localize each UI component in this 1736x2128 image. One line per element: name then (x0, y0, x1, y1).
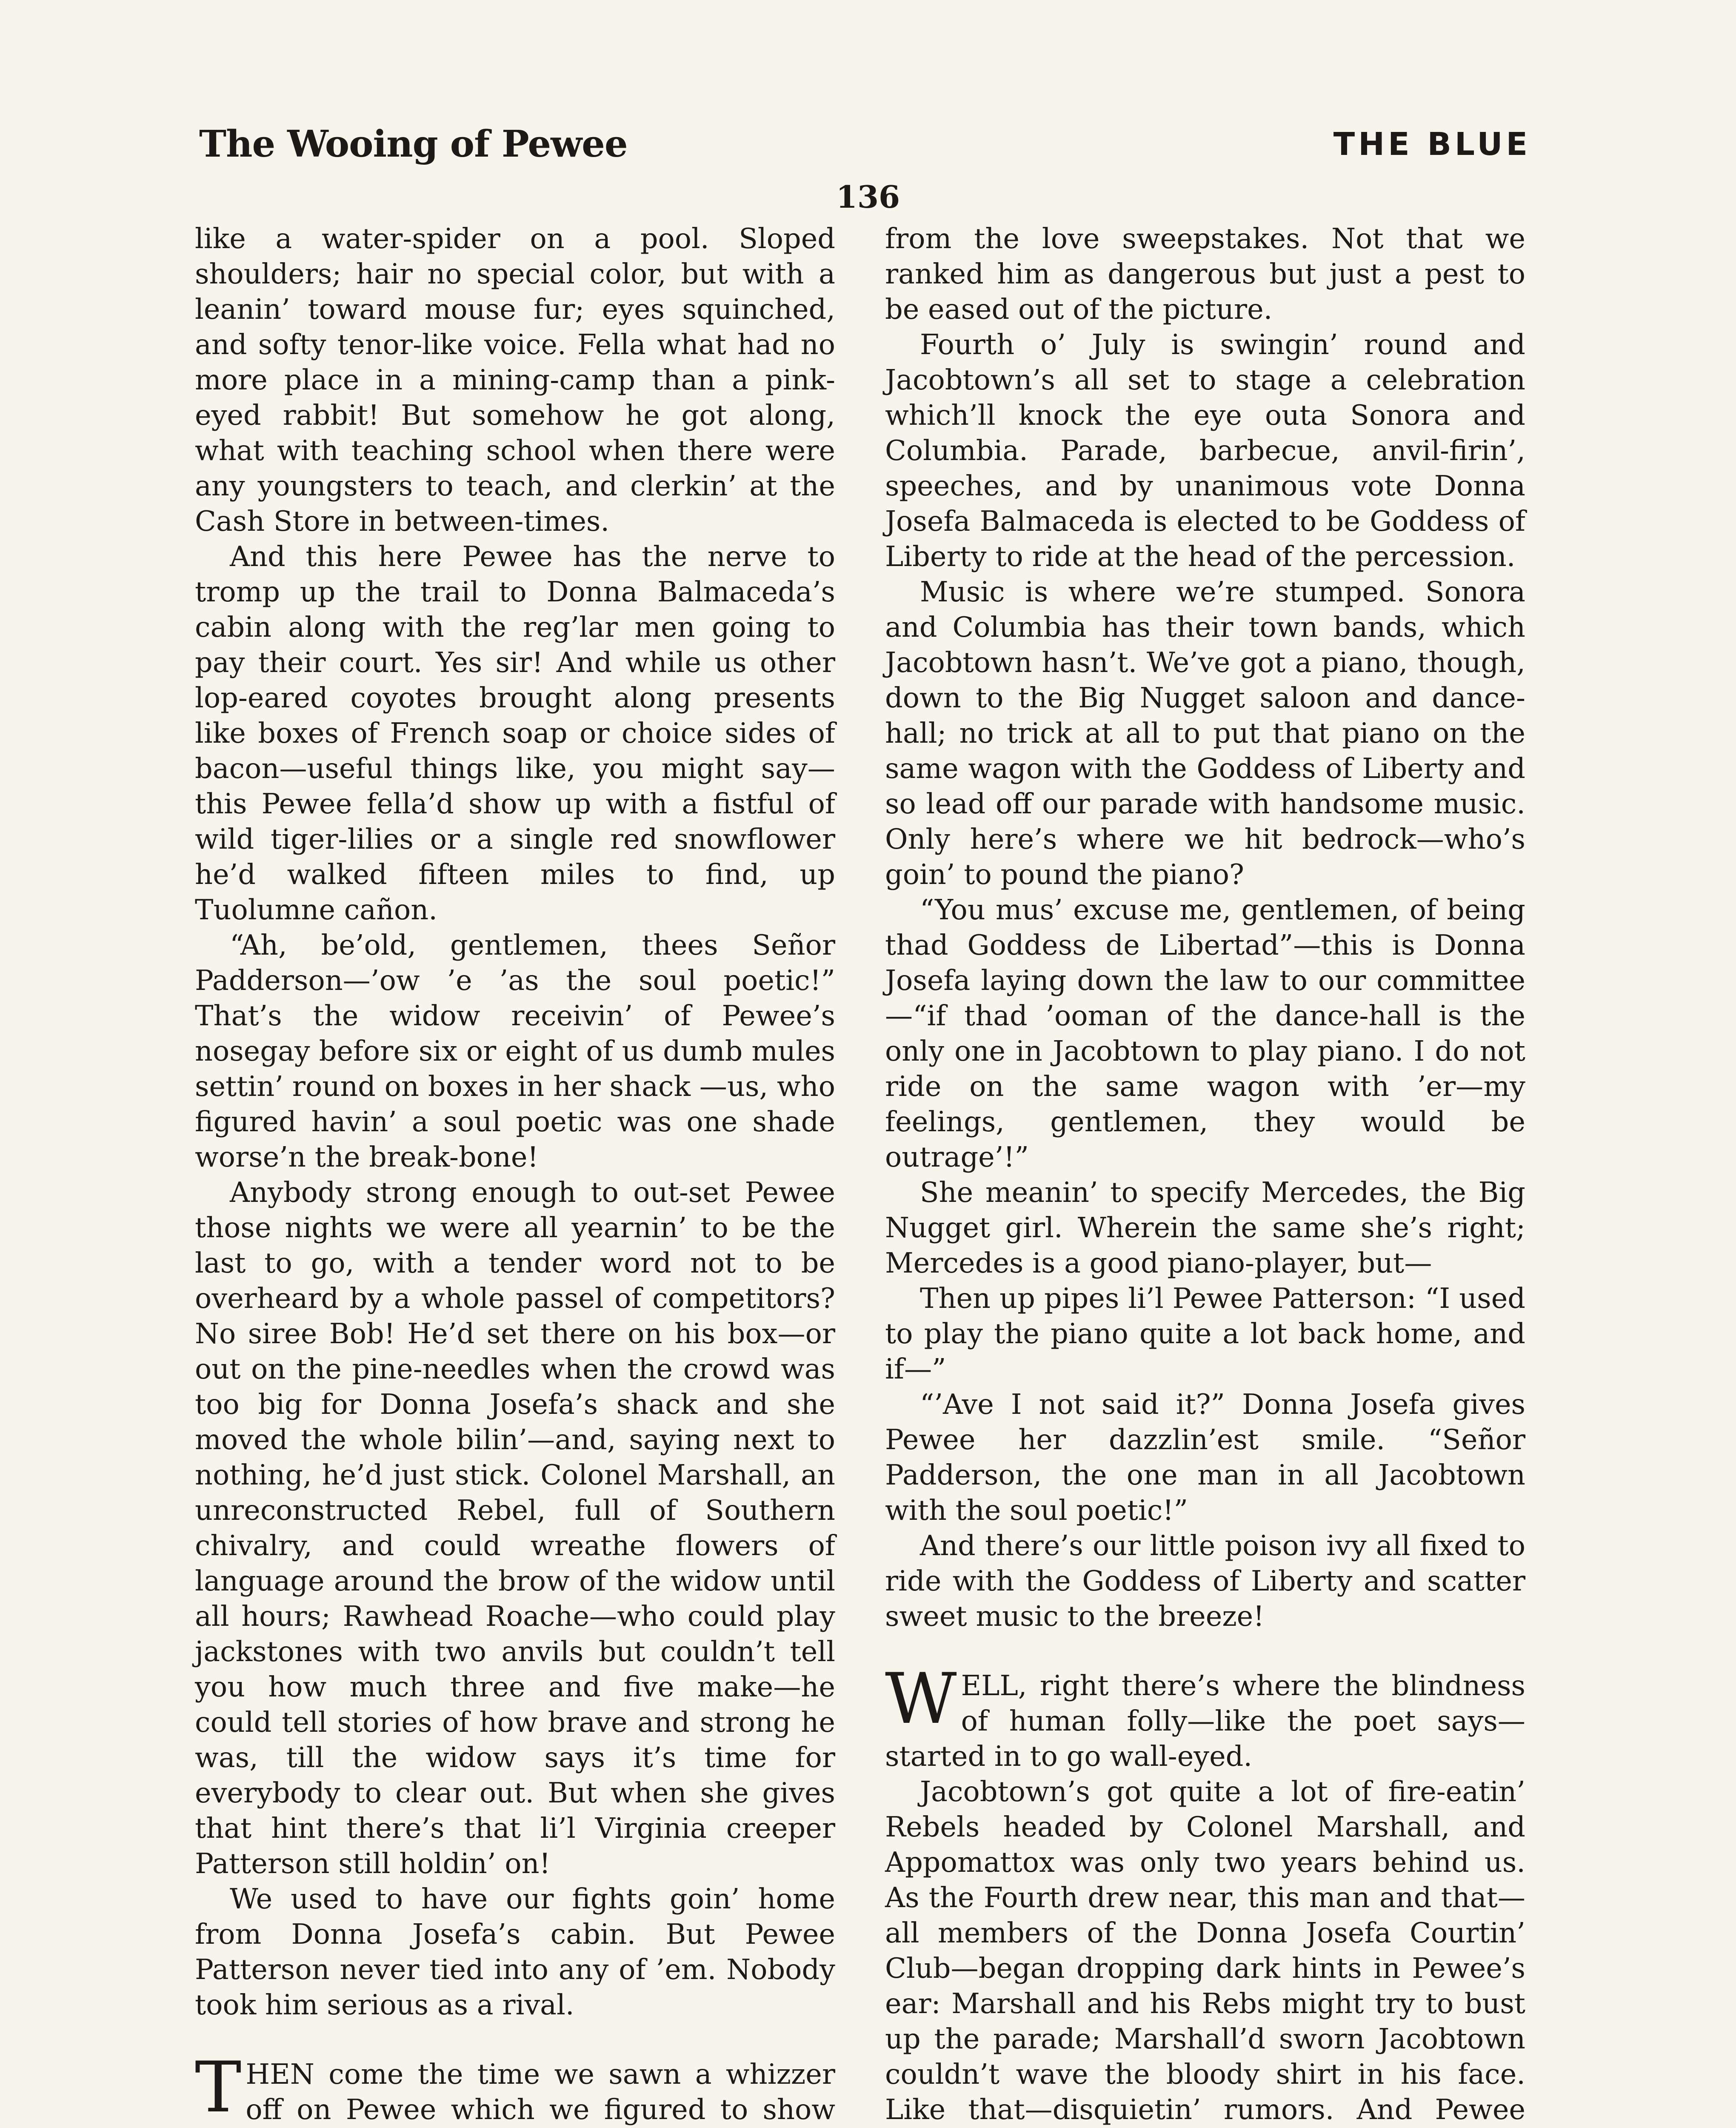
drop-cap: W (885, 1658, 957, 1739)
paragraph: We used to have our fights goin’ home from Donna Josefa’s cabin. But Pewee Patterson never tied into any of ’em. Nobody took him serious as a rival. (195, 1883, 835, 2021)
paragraph: And this here Pewee has the nerve to tromp up the trail to Donna Balmaceda’s cabin along with the reg’lar men going to pay their court. Yes sir! And while us other lop-eared coyotes brought along presents like boxes of French soap or choice sides of bacon—useful things like, you might say—this Pewee fella’d show up with a fistful of wild tiger-lilies or a single red snowflower he’d walked fifteen miles to find, up Tuolumne cañon. (195, 541, 835, 926)
paragraph: She meanin’ to specify Mercedes, the Big Nugget girl. Wherein the same she’s right; Mercedes is a good piano-player, but— (885, 1176, 1525, 1279)
paragraph: like a water-spider on a pool. Sloped shoulders; hair no special color, but with a leanin’ toward mouse fur; eyes squinched, and softy tenor-like voice. Fella what had no more place in a mining-camp than a pink-eyed rabbit! But somehow he got along, what with teaching school when there were any youngsters to teach, and clerkin’ at the Cash Store in between-times. (195, 223, 835, 538)
story-title: The Wooing of Pewee (199, 123, 628, 166)
right-column (885, 221, 1525, 2128)
section-start-paragraph (885, 1658, 1525, 1774)
drop-cap: T (195, 2047, 242, 2128)
paragraph: And there’s our little poison ivy all fixed to ride with the Goddess of Liberty and scatter sweet music to the breeze! (885, 1530, 1525, 1633)
paragraph: Jacobtown’s got quite a lot of fire-eatin’ Rebels headed by Colonel Marshall, and Appomattox was only two years behind us. As the Fourth drew near, this man and that—all members of the Donna Josefa Courtin’ Club—began dropping dark hints in Pewee’s ear: Marshall and his Rebs might try to bust up the parade; Marshall’d sworn Jacobtown couldn’t wave the bloody shirt in his face. Like that—disquietin’ rumors. And Pewee (885, 1776, 1525, 2126)
paragraph: Music is where we’re stumped. Sonora and Columbia has their town bands, which Jacobtown hasn’t. We’ve got a piano, though, down to the Big Nugget saloon and dance-hall; no trick at all to put that piano on the same wagon with the Goddess of Liberty and so lead off our parade with handsome music. Only here’s where we hit bedrock—who’s goin’ to pound the piano? (885, 576, 1525, 891)
left-column (195, 221, 835, 2128)
page-number: 136 (836, 179, 900, 215)
section-text: ELL, right there’s where the blindness of human folly—like the poet says—started in to go wall-eyed. (885, 1670, 1525, 1773)
paragraph: “You mus’ excuse me, gentlemen, of being thad Goddess de Libertad”—this is Donna Josefa laying down the law to our committee—“if thad ’ooman of the dance-hall is the only one in Jacobtown to play piano. I do not ride on the same wagon with ’er—my feelings, gentlemen, they would be outrage’!” (885, 894, 1525, 1173)
paragraph: Then up pipes li’l Pewee Patterson: “I used to play the piano quite a lot back home, and if—” (885, 1282, 1525, 1385)
paragraph: from the love sweepstakes. Not that we ranked him as dangerous but just a pest to be eased out of the picture. (885, 223, 1525, 326)
paragraph: Anybody strong enough to out-set Pewee those nights we were all yearnin’ to be the last to go, with a tender word not to be overheard by a whole passel of competitors? No siree Bob! He’d set there on his box—or out on the pine-needles when the crowd was too big for Donna Josefa’s shack and she moved the whole bilin’—and, saying next to nothing, he’d just stick. Colonel Marshall, an unreconstructed Rebel, full of Southern chivalry, and could wreathe flowers of language around the brow of the widow until all hours; Rawhead Roache—who could play jackstones with two anvils but couldn’t tell you how much three and five make—he could tell stories of how brave and strong he was, till the widow says it’s time for everybody to clear out. But when she gives that hint there’s that li’l Virginia creeper Patterson still holdin’ on! (195, 1176, 835, 1880)
section-text: HEN come the time we sawn a whizzer off on Pewee which we figured to show (246, 2058, 835, 2126)
paragraph: Fourth o’ July is swingin’ round and Jacobtown’s all set to stage a celebration which’ll knock the eye outa Sonora and Columbia. Parade, barbecue, anvil-firin’, speeches, and by unanimous vote Donna Josefa Balmaceda is elected to be Goddess of Liberty to ride at the head of the percession. (885, 329, 1525, 573)
paragraph: “’Ave I not said it?” Donna Josefa gives Pewee her dazzlin’est smile. “Señor Padderson, the one man in all Jacobtown with the soul poetic!” (885, 1388, 1525, 1527)
section-start-paragraph (195, 2047, 835, 2128)
magazine-name: THE BLUE (1333, 126, 1531, 163)
paragraph: “Ah, be’old, gentlemen, thees Señor Padderson—’ow ’e ’as the soul poetic!” That’s the widow receivin’ of Pewee’s nosegay before six or eight of us dumb mules settin’ round on boxes in her shack —us, who figured havin’ a soul poetic was one shade worse’n the break-bone! (195, 929, 835, 1173)
